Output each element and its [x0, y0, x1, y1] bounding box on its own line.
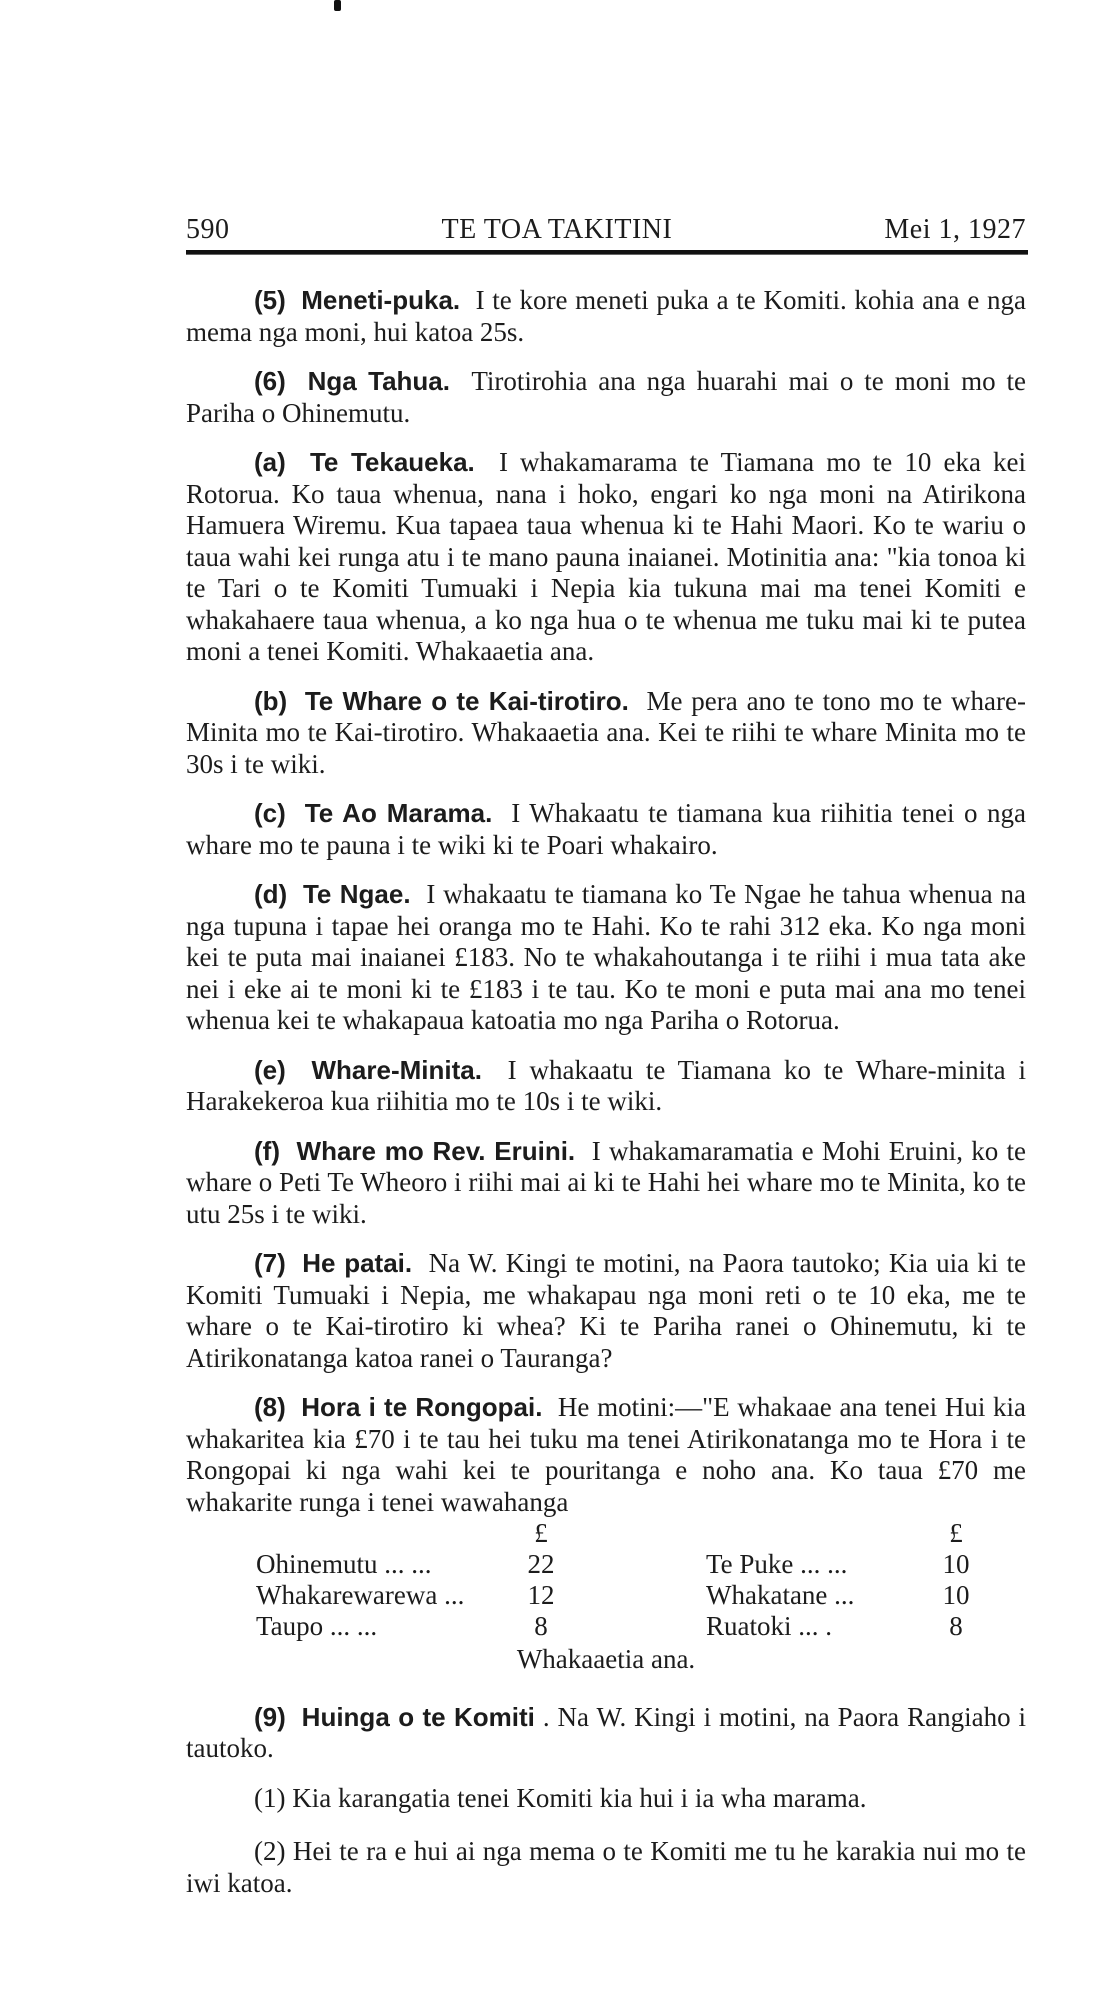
resolution-text: Kia karangatia tenei Komiti kia hui i ia wha marama. — [292, 1782, 867, 1813]
resolution-number: (1) — [254, 1782, 286, 1813]
ink-mark — [334, 0, 341, 11]
minutes-body — [186, 285, 1026, 1917]
section-heading: Hora i te Rongopai. — [301, 1392, 543, 1422]
running-header — [186, 214, 1026, 246]
section-heading: Te Ngae. — [302, 879, 411, 909]
section-heading: Nga Tahua. — [307, 366, 450, 396]
section-heading: Meneti-puka. — [301, 285, 461, 315]
section-heading: Te Tekaueka. — [309, 447, 475, 477]
resolution-2 — [186, 1836, 1026, 1899]
section-9 — [186, 1702, 1026, 1765]
amount: 12 — [527, 1580, 555, 1610]
table-row — [256, 1611, 986, 1642]
section-number: (b) — [254, 685, 288, 716]
amount: 8 — [949, 1611, 963, 1641]
section-heading: Whare mo Rev. Eruini. — [296, 1135, 576, 1166]
journal-title: TE TOA TAKITINI — [441, 214, 673, 245]
agreed-note: Whakaaetia ana. — [516, 1644, 696, 1674]
section-6d — [186, 879, 1026, 1037]
parish-name: Ruatoki — [706, 1611, 792, 1641]
section-heading: Te Ao Marama. — [304, 798, 493, 828]
section-6a — [186, 447, 1026, 668]
parish-name: Whakatane — [706, 1580, 828, 1610]
section-6b — [186, 686, 1026, 781]
section-text: I whakaatu te Tiamana ko te Whare-minita i Harakekeroa kua riihitia mo te 10s i te wiki. — [186, 1054, 1027, 1116]
section-text: I whakamaramatia e Mohi Eruini, ko te whare o Peti Te Wheoro i riihi mai ai ki te Hahi hei whare mo te Minita, ko te utu 25s i te wiki. — [186, 1135, 1027, 1229]
amount: 10 — [942, 1580, 970, 1610]
allocation-table — [256, 1518, 986, 1642]
section-text: I whakaatu te tiamana ko Te Ngae he tahua whenua na nga tupuna i tapae hei oranga mo te Hahi. Ko te rahi 312 eka. Ko nga moni kei te puta mai inaianei £183. No te whakahoutanga i te riihi i mua tata ake nei i eke ai te moni ki te £183 i te tau. Ko te moni e puta mai ana mo tenei whenua kei te whakapaua katoatia mo nga Pariha o Rotorua. — [186, 879, 1027, 1035]
section-heading: He patai. — [302, 1248, 413, 1278]
section-number: (d) — [254, 879, 288, 909]
parish-name: Te Puke — [706, 1549, 794, 1579]
section-number: (c) — [254, 798, 286, 828]
table-row — [256, 1549, 986, 1580]
section-number: (a) — [254, 447, 286, 477]
resolution-1 — [186, 1783, 1026, 1815]
section-number: (5) — [254, 285, 286, 315]
table-row — [256, 1580, 986, 1611]
section-number: (f) — [254, 1135, 280, 1166]
section-6 — [186, 366, 1026, 429]
section-text: I te kore meneti puka a te Komiti. kohia ana e nga mema nga moni, hui katoa 25s. — [186, 285, 1027, 347]
leader-dots: ... — [444, 1580, 465, 1610]
leader-dots: ... . — [798, 1611, 832, 1641]
parish-name: Whakarewarewa — [256, 1580, 438, 1610]
section-heading: Huinga o te Komiti — [301, 1701, 535, 1732]
resolution-number: (2) — [254, 1836, 286, 1866]
section-heading: Whare-Minita. — [311, 1054, 482, 1085]
section-number: (e) — [254, 1054, 286, 1085]
section-text: He motini:—"E whakaae ana tenei Hui kia whakaritea kia £70 i te tau hei tuku ma tenei Atirikonatanga mo te Hora i te Rongopai ki nga wahi kei te pouritanga e noho ana. Ko taua £70 me whakarite runga i tenei wawahanga — [186, 1392, 1027, 1517]
leader-dots: ... ... — [329, 1611, 378, 1641]
section-number: (9) — [254, 1701, 286, 1732]
page-number: 590 — [186, 214, 230, 245]
section-text: . Na W. Kingi i motini, na Paora Rangiaho i tautoko. — [186, 1701, 1027, 1763]
parish-name: Ohinemutu — [256, 1549, 378, 1579]
section-6f — [186, 1136, 1026, 1231]
resolution-text: Hei te ra e hui ai nga mema o te Komiti me tu he karakia nui mo te iwi katoa. — [186, 1836, 1027, 1898]
section-text: I whakamarama te Tiamana mo te 10 eka kei Rotorua. Ko taua whenua, nana i hoko, engari ko nga moni na Atirikona Hamuera Wiremu. Kua tapaea taua whenua ki te Hahi Maori. Ko te wariu o taua wahi kei runga atu i te mano pauna inaianei. Motinitia ana: "kia tonoa ki te Tari o te Komiti Tumuaki i Nepia kia tukuna mai ma tenei Komiti e whakahaere taua whenua, a ko nga hua o te whenua me tuku mai ki te putea moni a tenei Komiti. Whakaaetia ana. — [186, 447, 1027, 666]
section-5 — [186, 285, 1026, 348]
amount: 10 — [942, 1549, 970, 1579]
currency-header-row — [256, 1518, 986, 1549]
section-text: I Whakaatu te tiamana kua riihitia tenei o nga whare mo te pauna i te wiki ki te Poari whakairo. — [186, 798, 1026, 860]
section-number: (8) — [254, 1392, 286, 1422]
leader-dots: ... — [834, 1580, 855, 1610]
section-heading: Te Whare o te Kai-tirotiro. — [304, 685, 629, 716]
amount: 22 — [527, 1549, 555, 1579]
section-6e — [186, 1055, 1026, 1118]
section-6c — [186, 798, 1026, 861]
issue-date: Mei 1, 1927 — [884, 214, 1026, 245]
section-8 — [186, 1392, 1026, 1518]
currency-symbol: £ — [949, 1518, 963, 1548]
section-text: Tirotirohia ana nga huarahi mai o te moni mo te Pariha o Ohinemutu. — [186, 366, 1027, 428]
amount: 8 — [534, 1611, 548, 1641]
leader-dots: ... ... — [384, 1549, 432, 1579]
section-number: (7) — [254, 1248, 286, 1278]
leader-dots: ... ... — [800, 1549, 848, 1579]
section-number: (6) — [254, 366, 286, 396]
currency-symbol: £ — [534, 1518, 548, 1548]
header-rule — [186, 250, 1028, 255]
section-7 — [186, 1248, 1026, 1374]
section-text: Na W. Kingi te motini, na Paora tautoko; Kia uia ki te Komiti Tumuaki i Nepia, me whakapau nga moni reti o te 10 eka, me te whare o te Kai-tirotiro ki whea? Ki te Pariha ranei o Ohinemutu, ki te Atirikonatanga katoa ranei o Tauranga? — [186, 1248, 1027, 1373]
parish-name: Taupo — [256, 1611, 324, 1641]
section-text: Me pera ano te tono mo te whare-Minita mo te Kai-tirotiro. Whakaaetia ana. Kei te riihi te whare Minita mo te 30s i te wiki. — [186, 685, 1027, 779]
